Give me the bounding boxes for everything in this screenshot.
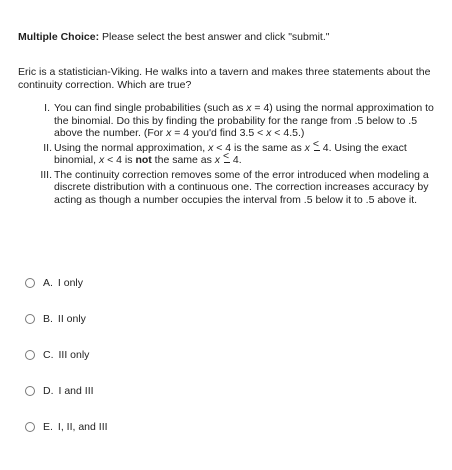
statement-text: the same as — [151, 154, 215, 166]
option-letter: A. — [43, 277, 53, 289]
radio-button[interactable] — [25, 386, 35, 396]
statement-text: 4. — [229, 154, 242, 166]
variable: x — [166, 127, 172, 139]
radio-button[interactable] — [25, 350, 35, 360]
variable: x — [304, 141, 310, 154]
option-label[interactable]: III only — [58, 349, 90, 361]
statement-text: Using the normal approximation, — [54, 141, 209, 154]
statement-text: < 4 is — [104, 154, 136, 166]
statement-2 — [34, 142, 444, 167]
statement-text: = 4) using the normal approximation to the binomial. Do this by finding the probability for the range from .5 below to .5 above the number. (For — [54, 102, 434, 139]
radio-button[interactable] — [25, 314, 35, 324]
option-e[interactable] — [25, 420, 108, 434]
statement-text: You can find single probabilities (such as — [54, 102, 247, 114]
option-d[interactable] — [25, 384, 94, 398]
variable: x — [208, 141, 214, 154]
statement-number: I. — [44, 102, 50, 114]
option-letter: B. — [43, 313, 53, 325]
instructions — [18, 31, 330, 43]
option-letter: E. — [43, 421, 53, 433]
statement-list — [34, 102, 444, 206]
option-letter: C. — [43, 349, 54, 361]
less-equal-symbol — [223, 154, 230, 164]
option-c[interactable] — [25, 348, 89, 362]
variable: x — [266, 127, 272, 139]
radio-button[interactable] — [25, 278, 35, 288]
option-label[interactable]: II only — [57, 313, 86, 325]
emphasis-text: not — [135, 154, 152, 166]
less-equal-symbol — [313, 142, 320, 152]
statement-number: III. — [40, 168, 52, 181]
statement-text: < 4.5.) — [271, 127, 305, 139]
statement-1 — [34, 102, 444, 140]
variable: x — [98, 154, 105, 166]
statement-text: The continuity correction removes some of the error introduced when modeling a discrete distribution with a continuous one. The correction increases accuracy by acting as though a number occupies the interval from .5 below it to .5 above it. — [54, 168, 429, 206]
option-b[interactable] — [25, 312, 86, 326]
statement-3 — [34, 169, 444, 207]
statement-number: II. — [43, 141, 52, 154]
option-label[interactable]: I and III — [58, 385, 94, 397]
instructions-text: Please select the best answer and click "submit." — [99, 31, 330, 43]
variable: x — [214, 154, 221, 166]
option-label[interactable]: I only — [57, 277, 84, 289]
statement-text: 4. Using the exact binomial, — [54, 141, 407, 166]
variable: x — [246, 102, 252, 114]
option-a[interactable] — [25, 276, 83, 290]
radio-button[interactable] — [25, 422, 35, 432]
question-text: Eric is a statistician-Viking. He walks into a tavern and makes three statements about the continuity correction. Which are true? — [18, 66, 431, 91]
instructions-label: Multiple Choice: — [18, 31, 100, 43]
statement-text: = 4 you'd find 3.5 < — [171, 127, 267, 139]
option-letter: D. — [43, 385, 54, 397]
option-label[interactable]: I, II, and III — [57, 421, 108, 433]
statement-text: < 4 is the same as — [213, 141, 305, 154]
